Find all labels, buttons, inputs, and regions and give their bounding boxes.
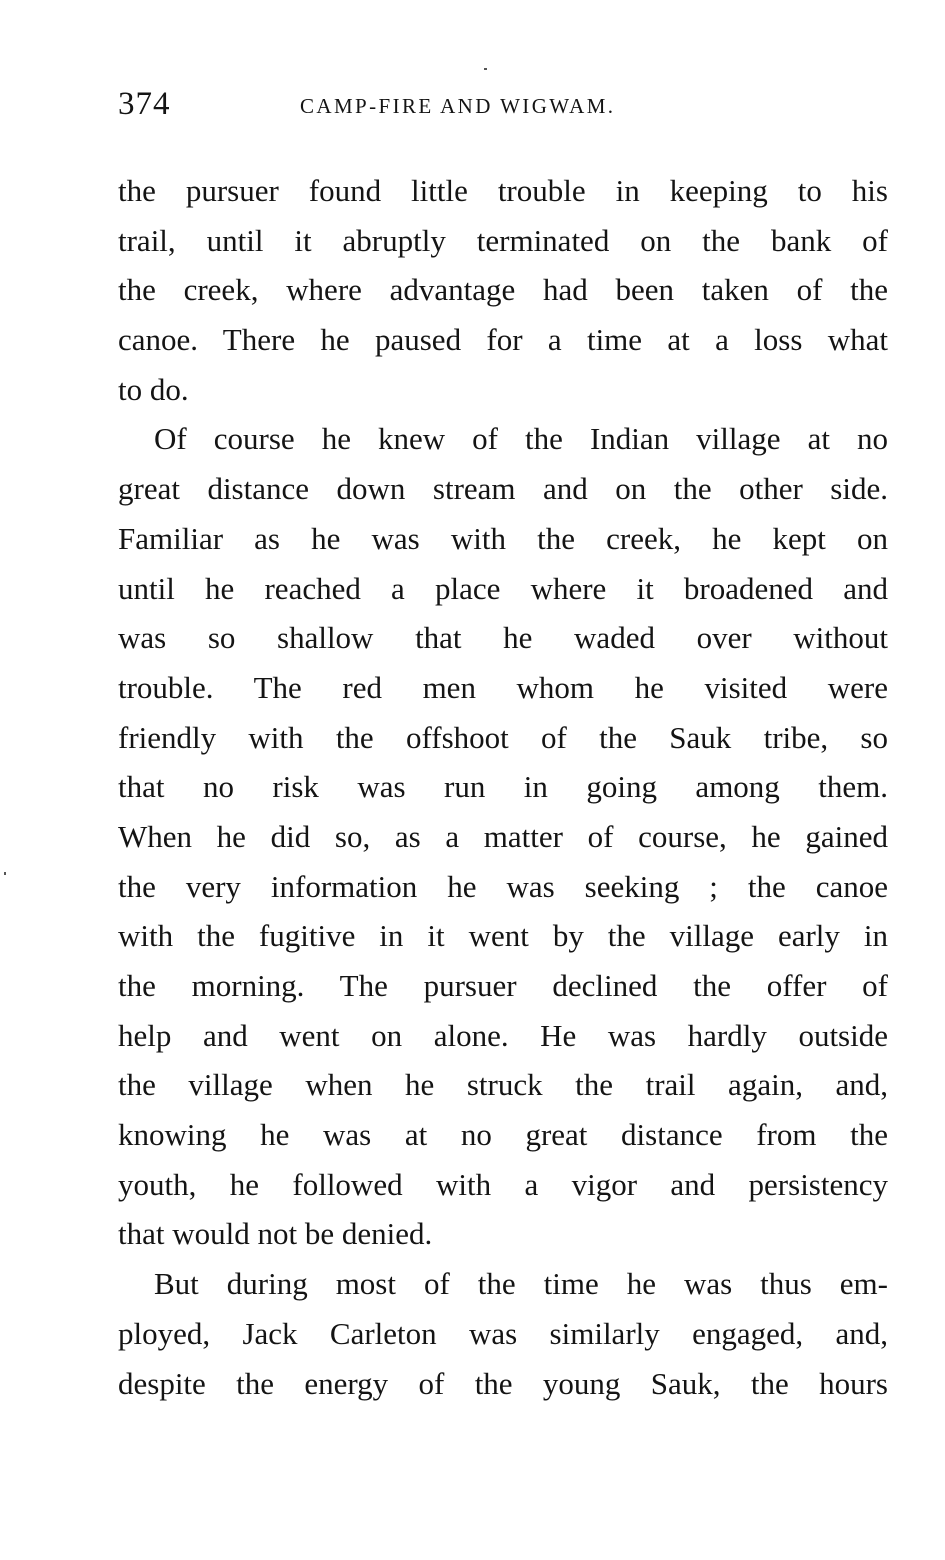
text-line: knowing he was at no great distance from the bbox=[118, 1117, 888, 1153]
text-line: friendly with the offshoot of the Sauk tribe, so bbox=[118, 719, 888, 755]
text-line: that no risk was run in going among them. bbox=[118, 769, 888, 805]
text-line: the village when he struck the trail again, and, bbox=[118, 1067, 888, 1103]
text-line: canoe. There he paused for a time at a loss what bbox=[118, 322, 888, 358]
text-line: the pursuer found little trouble in keeping to his bbox=[118, 173, 888, 208]
text-line: When he did so, as a matter of course, he gained bbox=[118, 818, 888, 854]
text-line: But during most of the time he was thus em- bbox=[154, 1266, 888, 1302]
paragraph bbox=[118, 166, 888, 414]
text-line: with the fugitive in it went by the village early in bbox=[118, 918, 888, 954]
body-text bbox=[118, 166, 888, 1408]
text-line: to do. bbox=[118, 371, 189, 407]
text-line: help and went on alone. He was hardly outside bbox=[118, 1017, 888, 1053]
text-line: great distance down stream and on the other side. bbox=[118, 471, 888, 507]
text-line: trail, until it abruptly terminated on the bank of bbox=[118, 222, 888, 258]
text-line: the creek, where advantage had been taken of the bbox=[118, 272, 888, 308]
paragraph bbox=[118, 414, 888, 1259]
text-line: until he reached a place where it broadened and bbox=[118, 570, 888, 606]
text-line: youth, he followed with a vigor and persistency bbox=[118, 1166, 888, 1202]
scan-speck bbox=[484, 68, 487, 70]
text-line: the morning. The pursuer declined the offer of bbox=[118, 968, 888, 1003]
text-line: the very information he was seeking ; the canoe bbox=[118, 868, 888, 904]
page-header bbox=[118, 82, 888, 126]
scan-speck bbox=[4, 872, 6, 875]
running-head: CAMP-FIRE AND WIGWAM. bbox=[300, 94, 616, 118]
page-number: 374 bbox=[118, 86, 171, 122]
text-line: despite the energy of the young Sauk, the hours bbox=[118, 1365, 888, 1401]
text-line: trouble. The red men whom he visited were bbox=[118, 669, 888, 705]
text-line: was so shallow that he waded over without bbox=[118, 620, 888, 656]
paragraph bbox=[118, 1259, 888, 1408]
text-line: that would not be denied. bbox=[118, 1216, 433, 1252]
text-line: Of course he knew of the Indian village at no bbox=[154, 421, 888, 457]
text-line: Familiar as he was with the creek, he kept on bbox=[118, 520, 888, 556]
text-line: ployed, Jack Carleton was similarly engaged, and, bbox=[118, 1315, 888, 1351]
